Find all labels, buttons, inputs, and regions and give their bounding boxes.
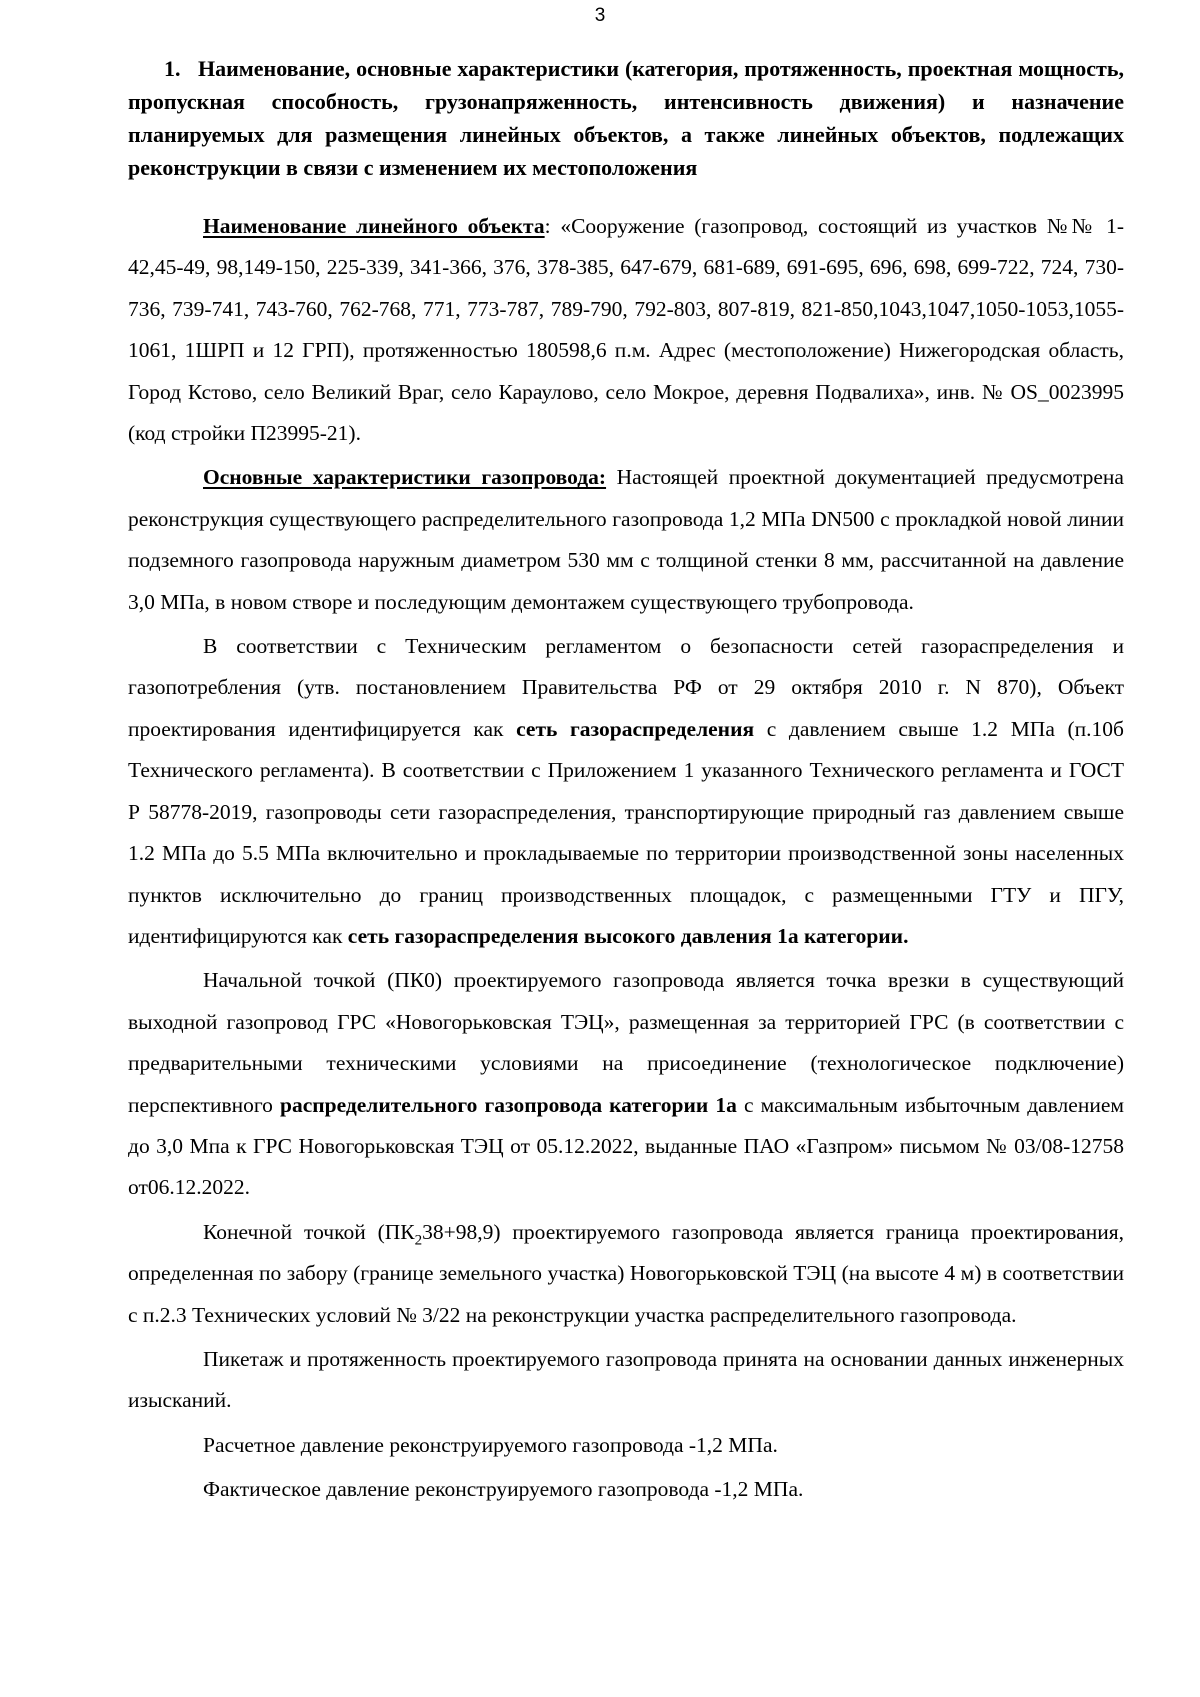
paragraph-start-point: [128, 960, 1124, 1208]
section-heading: [128, 52, 1124, 184]
page-number: 3: [594, 5, 606, 26]
regulation-text-2: с давлением свыше 1.2 МПа (п.10б Технического регламента). В соответствии с Приложением 1 указанного Технического регламента и ГОСТ Р 58778-2019, газопроводы сети газораспределения, транспортирующие природный газ давлением свыше 1.2 МПа до 5.5 МПа включительно и прокладываемые по территории производственной зоны населенных пунктов исключительно до границ производственных площадок, с размещенными ГТУ и ПГУ, идентифицируются как: [128, 716, 1124, 948]
regulation-bold-2: сеть газораспределения высокого давления 1а категории.: [347, 923, 909, 948]
paragraph-regulation: [128, 626, 1124, 957]
paragraph-picketage: Пикетаж и протяженность проектируемого газопровода принята на основании данных инженерных изысканий.: [128, 1346, 1124, 1413]
paragraph-design-pressure: Расчетное давление реконструируемого газопровода -1,2 МПа.: [203, 1432, 778, 1457]
end-point-text-1: Конечной точкой (ПК: [203, 1219, 415, 1244]
regulation-bold-1: сеть газораспределения: [516, 716, 755, 741]
start-point-text-1: Начальной точкой (ПК0) проектируемого газопровода является точка врезки в существующий выходной газопровод ГРС «Новогорьковская ТЭЦ», размещенная за территорией ГРС (в соответствии с предварительными техническими условиями на присоединение (технологическое подключение) перспективного: [128, 968, 1124, 1117]
start-point-bold: распределительного газопровода категории 1а: [280, 1092, 737, 1117]
regulation-text-1: В соответствии с Техническим регламентом о безопасности сетей газораспределения и газопотребления (утв. постановлением Правительства РФ от 29 октября 2010 г. N 870), Объект проектирования идентифицируется как: [128, 634, 1124, 741]
document-body: [128, 52, 1124, 1514]
start-point-text-2: с максимальным избыточным давлением до 3,0 Мпа к ГРС Новогорьковская ТЭЦ от 05.12.2022, выданные ПАО «Газпром» письмом № 03/08-12758 от06.12.2022.: [128, 1092, 1124, 1200]
characteristics-text: Настоящей проектной документацией предусмотрена реконструкция существующего распределительного газопровода 1,2 МПа DN500 с прокладкой новой линии подземного газопровода наружным диаметром 530 мм с толщиной стенки 8 мм, рассчитанной на давление 3,0 МПа, в новом створе и последующим демонтажем существующего трубопровода.: [128, 465, 1124, 614]
object-name-text: : «Сооружение (газопровод, состоящий из участков №№ 1-42,45-49, 98,149-150, 225-339, 341-366, 376, 378-385, 647-679, 681-689, 691-695, 696, 698, 699-722, 724, 730-736, 739-741, 743-760, 762-768, 771, 773-787, 789-790, 792-803, 807-819, 821-850,1043,1047,1050-1053,1055-1061, 1ШРП и 12 ГРП), протяженностью 180598,6 п.м. Адрес (местоположение) Нижегородская область, Город Кстово, село Великий Враг, село Караулово, село Мокрое, деревня Подвалиха», инв. № OS_0023995 (код стройки П23995-21).: [128, 214, 1125, 446]
paragraph-actual-pressure: Фактическое давление реконструируемого газопровода -1,2 МПа.: [203, 1477, 804, 1502]
end-point-subscript: 2: [414, 1232, 423, 1249]
end-point-text-2: 38+98,9) проектируемого газопровода является граница проектирования, определенная по забору (границе земельного участка) Новогорьковской ТЭЦ (на высоте 4 м) в соответствии с п.2.3 Технических условий № 3/22 на реконструкции участка распределительного газопровода.: [128, 1219, 1124, 1327]
paragraph-object-name: [128, 206, 1124, 454]
paragraph-characteristics: [128, 457, 1124, 623]
object-name-label: Наименование линейного объекта: [203, 214, 545, 238]
characteristics-label: Основные характеристики газопровода:: [203, 465, 607, 490]
paragraph-end-point: [128, 1212, 1124, 1336]
section-number: 1.: [164, 56, 181, 81]
section-title: Наименование, основные характеристики (категория, протяженность, проектная мощность, пропускная способность, грузонапряженность, интенсивность движения) и назначение планируемых для размещения линейных объектов, а также линейных объектов, подлежащих реконструкции в связи с изменением их местоположения: [128, 56, 1124, 180]
